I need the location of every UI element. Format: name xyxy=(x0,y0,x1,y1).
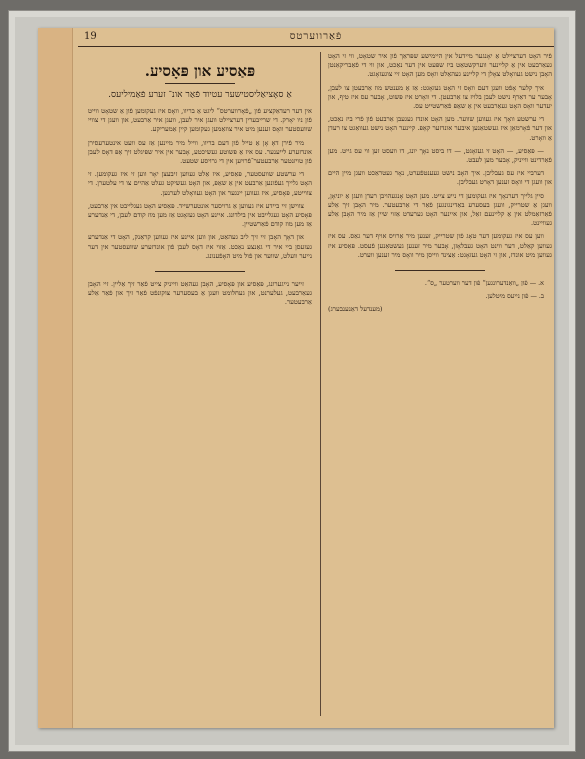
newspaper-page xyxy=(38,28,554,728)
footnote-1: א. — פֿון „וואַנדערונגען“ פֿון דער ווערטער „ס“. xyxy=(424,279,544,288)
left-paragraph-1: אין דער רעדאַקציע פֿון „פֿאָרווערטס“ ליגט אַ בריוו, וואָס איז געקומען פֿון אַ שטאָט ווייט פֿון ניו יאָרק. די שרייבערין דערציילט וועגן איר לעבן, וועגן איר אַרבעט, און וועגן די צוויי שוועסטער וואָס זענען מיט איר צוזאַמען געקומען קיין אַמעריקע. xyxy=(88,107,312,134)
author-signature: (מענדעל דאַנענבערג) xyxy=(328,305,383,314)
footnote-divider xyxy=(395,270,485,271)
footnote-2: ב. — פֿון נייעס מיטלען. xyxy=(485,292,544,301)
left-paragraph-2: מיר פֿירן דאָ אָן אַ טייל פֿון דעם בריוו, ווייל מיר מיינען אַז עס וועט אינטערעסירן אונדזערע לייענער. עס איז אַ פּשוטע געשיכטע, אָבער אין איר שפּיגלט זיך אָפּ דאָס לעבן פֿון טויזנטער אַרבעטער־פֿרויען אין די גרויסע שטעט. xyxy=(88,138,312,166)
torn-left-margin xyxy=(38,28,73,728)
right-paragraph-4: — פּאַסיע, — האָט זי געזאָגט, — דו ביסט נאָך יונג, דו וועסט זען ווי עס גייט. מען פֿאַרדינט ווייניק, אָבער מען לעבט. xyxy=(328,146,552,165)
left-column xyxy=(88,52,312,722)
right-paragraph-3: די ערשטע וואָך איז געווען שווער. מען האָט אונדז געגעבן אַרבעט פֿון פֿרי ביז נאַכט, און דער פֿאָרמאַן איז געשטאַנען איבער אונדזער קאָפּ. קיינער האָט נישט געוואַגט צו רעדן אַ וואָרט. xyxy=(328,115,552,142)
left-paragraph-4: צווישן זיי ביידע איז געווען אַ גרויסער אונטערשייד. פּאַסיע האָט געגלייבט אין אַרבעט, פּאָסיע האָט געגלייבט אין בילדונג. איינע האָט געזאָגט אַז מען מוז קודם לעבן, די אַנדערע אַז מען מוז קודם פֿאַרשטיין. xyxy=(88,201,312,229)
left-paragraph-6: זייער נייגערונג, פּאַסיע און פּאָסיע, האָבן געהאַט ווייניק צייט פֿאַר זיך אַליין. זיי האָבן געאַרבעט, געלערנט, און געחלומט וועגן אַ בעסערער צוקונפֿט פֿאַר זיך און פֿאַר אַלע אַרבעטער. xyxy=(88,280,312,307)
right-paragraph-2: איך קלער אָפֿט וועגן דעם וואָס זי האָט געזאָגט: אַז אַ מענטש מוז אַרבעטן צו לעבן, אָבער ער דאַרף נישט לעבן בלויז צו אַרבעטן. די וואָרט איז פּשוט, אָבער עס איז טיף, און יעדער וואָס האָט געאַרבעט אין אַ שאַפּ פֿאַרשטייט עס. xyxy=(328,83,552,111)
page-title: פֿאַרווערטס xyxy=(289,31,343,42)
article-title: פּאַסיע און פּאָסיע. xyxy=(144,62,256,80)
right-paragraph-1: פֿיר האָט דערציילט אַ יאָנגער מיידעל אין היימישע שפּראַך פֿון איר שטאָט, ווי זי האָט געאַרבעט אין אַ קליינער ווערקשטאַט ביז שפּעט אין דער נאַכט, און ווי די פֿאַבריקאַנטן האָבן נישט געוואָלט צאָלן די קליינע געהאַלט וואָס מען האָט זיי צוגעזאָגט. xyxy=(328,52,552,79)
page-number: 19 xyxy=(84,31,97,42)
title-underline xyxy=(165,83,235,84)
column-divider xyxy=(320,52,321,716)
left-paragraph-5: און דאָך האָבן זיי זיך ליב געהאַט, און ווען איינע איז געווען קראַנק, האָט די אַנדערע געזעסן ביי איר די גאַנצע נאַכט. אַזוי איז דאָס לעבן פֿון אונדזערע שוועסטער אין דער נייער וועלט, שווער און פֿול מיט האָפֿענונג. xyxy=(88,233,312,260)
right-paragraph-7: ווען עס איז געקומען דער טאָג פֿון שטרייק, זענען מיר אַרויס אויף דער גאַס. עס איז געווען קאַלט, דער ווינט האָט געבלאָזן, אָבער מיר זענען געשטאַנען פֿעסט. פּאַסיע איז געווען מיט אונדז, און זי האָט געזאָגט: אַצינד ווייסן מיר וואָס מיר זענען ווערט. xyxy=(328,232,552,259)
section-divider xyxy=(155,271,245,272)
page-header xyxy=(78,28,554,47)
right-paragraph-5: דערביי איז עס געבליבן. איך האָב נישט געענטפֿערט, נאָר געטראַכט וועגן מיין היים און וועגן די וואָס זענען דאָרט געבליבן. xyxy=(328,169,552,187)
right-paragraph-6: סיין גלייך דערנאָך איז געקומען די נייע צייט. מען האָט אָנגעהויבן רעדן וועגן אַ יוניאָן, וועגן אַ שטרייק, וועגן בעסערע באַדינגונגען פֿאַר די אַרבעטער. מיר האָבן זיך אַלע פֿאַרזאַמלט אין אַ קליינעם זאַל, און איינער האָט גערעדט אַזוי שיין אַז מיר האָבן אַלע געוויינט. xyxy=(328,191,552,228)
right-column xyxy=(328,52,552,722)
article-subtitle: אַ סאָציאַליסטישער עטיוד פֿאַר אונ־ זערע פֿאַמיליעס. xyxy=(108,90,292,100)
left-paragraph-3: די ערשטע שוועסטער, פּאַסיע, איז אַלט געווען זיבעצן יאָר ווען זי איז געקומען. זי האָט גלייך געפֿונען אַרבעט אין אַ שאַפּ, און האָט געשיקט געלט אַהיים צו די עלטערן. די צווייטע, פּאָסיע, איז געווען יינגער און האָט געוואָלט לערנען. xyxy=(88,170,312,197)
